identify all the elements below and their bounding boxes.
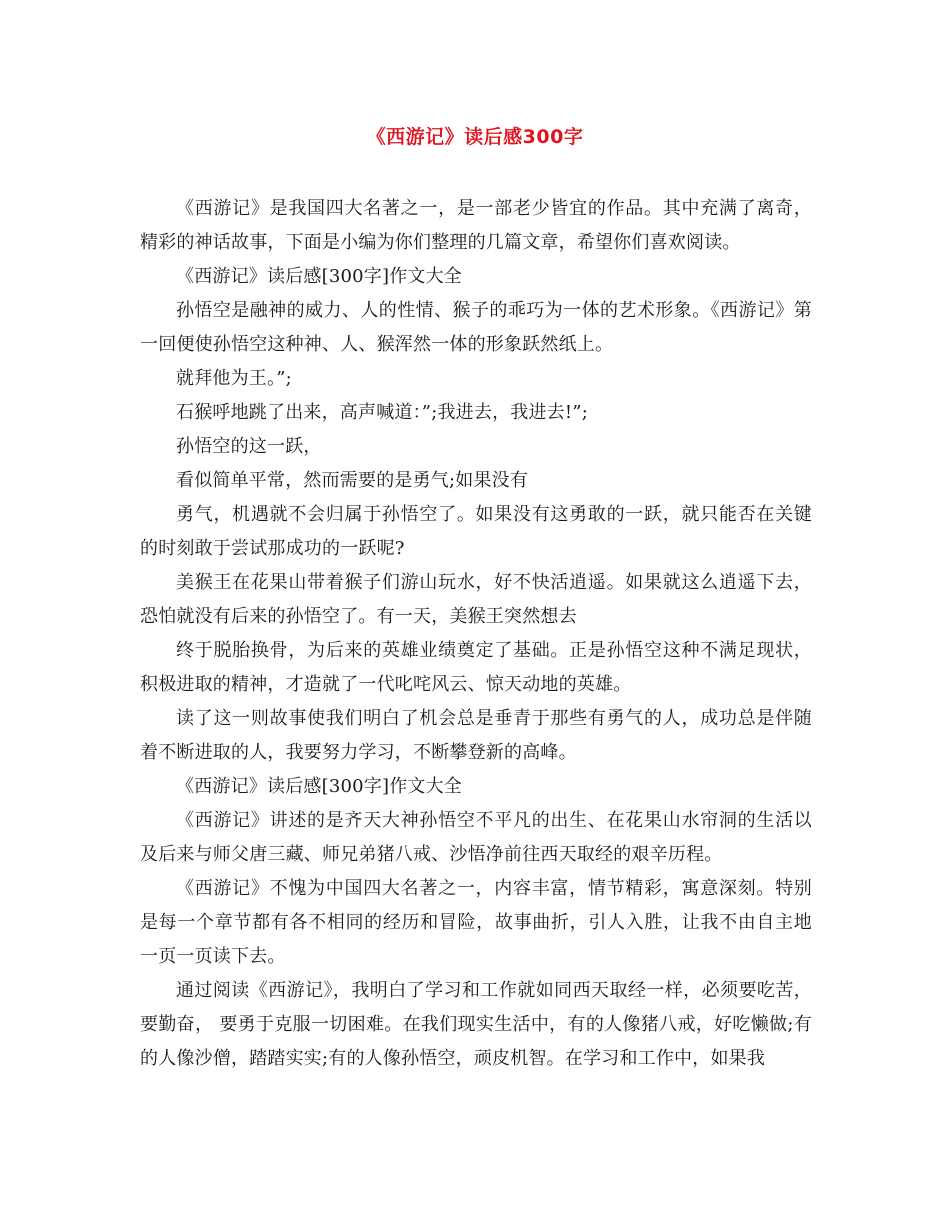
- document-body: [140, 192, 812, 1076]
- document-title: 《西游记》读后感300字: [366, 126, 584, 148]
- paragraph: 看似简单平常，然而需要的是勇气;如果没有: [176, 470, 529, 491]
- paragraph: 《西游记》是我国四大名著之一，是一部老少皆宜的作品。其中充满了离奇，精彩的神话故事，下面是小编为你们整理的几篇文章，希望你们喜欢阅读。: [140, 198, 812, 253]
- paragraph: 《西游记》讲述的是齐天大神孙悟空不平凡的出生、在花果山水帘洞的生活以及后来与师父唐三藏、师兄弟猪八戒、沙悟净前往西天取经的艰辛历程。: [140, 810, 812, 865]
- paragraph: 美猴王在花果山带着猴子们游山玩水，好不快活逍遥。如果就这么逍遥下去，恐怕就没有后来的孙悟空了。有一天，美猴王突然想去: [140, 572, 812, 627]
- paragraph: 勇气，机遇就不会归属于孙悟空了。如果没有这勇敢的一跃，就只能否在关键的时刻敢于尝试那成功的一跃呢?: [140, 504, 812, 559]
- paragraph: 《西游记》不愧为中国四大名著之一，内容丰富，情节精彩，寓意深刻。特别是每一个章节都有各不相同的经历和冒险，故事曲折，引人入胜，让我不由自主地一页一页读下去。: [140, 878, 812, 967]
- section-heading: 《西游记》读后感[300字]作文大全: [176, 776, 462, 797]
- paragraph: 终于脱胎换骨，为后来的英雄业绩奠定了基础。正是孙悟空这种不满足现状，积极进取的精神，才造就了一代叱咤风云、惊天动地的英雄。: [140, 640, 812, 695]
- paragraph: 孙悟空是融神的威力、人的性情、猴子的乖巧为一体的艺术形象。《西游记》第一回便使孙悟空这种神、人、猴浑然一体的形象跃然纸上。: [140, 300, 812, 355]
- paragraph: 通过阅读《西游记》，我明白了学习和工作就如同西天取经一样，必须要吃苦，要勤奋， 要勇于克服一切困难。在我们现实生活中，有的人像猪八戒，好吃懒做;有的人像沙僧，踏踏实实;有的人像孙悟空，顽皮机智。在学习和工作中，如果我: [140, 980, 812, 1069]
- paragraph: 读了这一则故事使我们明白了机会总是垂青于那些有勇气的人，成功总是伴随着不断进取的人，我要努力学习，不断攀登新的高峰。: [140, 708, 812, 763]
- paragraph: 就拜他为王。”;: [176, 368, 292, 389]
- section-heading: 《西游记》读后感[300字]作文大全: [176, 266, 462, 287]
- paragraph: 石猴呼地跳了出来，高声喊道：”;我进去，我进去!”;: [176, 402, 588, 423]
- paragraph: 孙悟空的这一跃，: [176, 436, 322, 457]
